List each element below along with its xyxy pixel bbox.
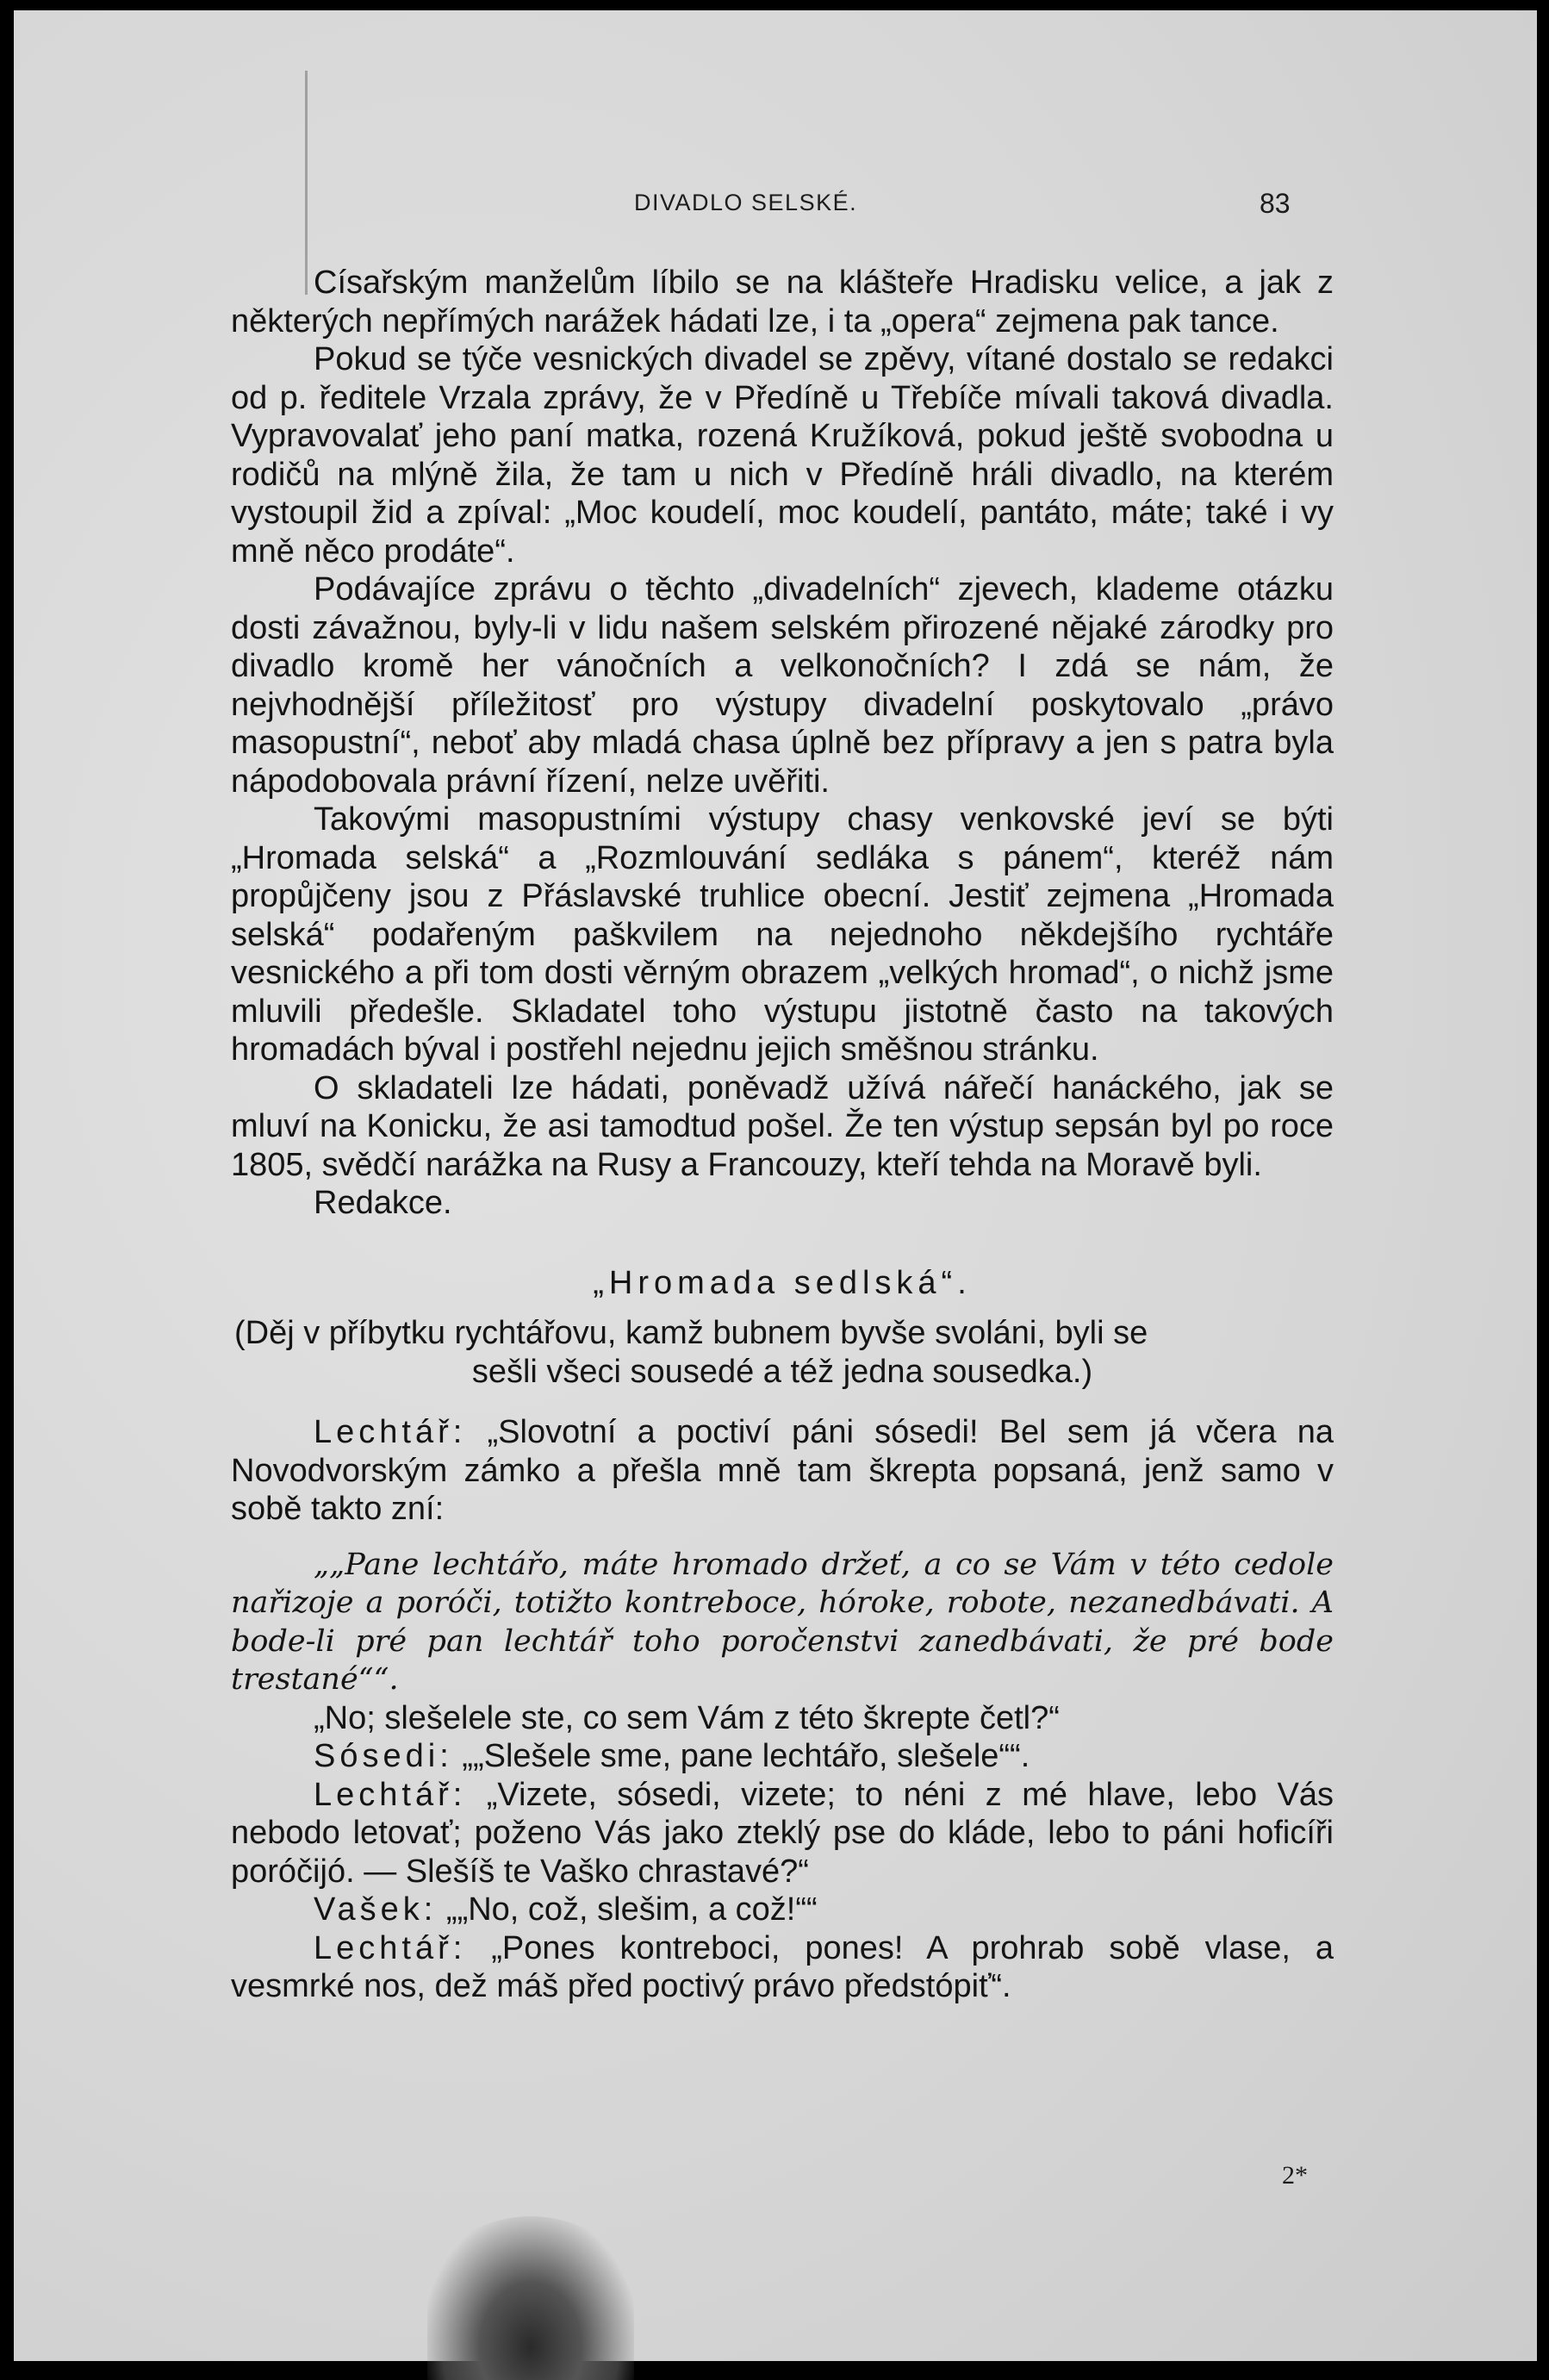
page-number: 83 bbox=[1260, 188, 1291, 219]
dialogue-line bbox=[231, 1699, 1334, 1738]
speaker-name: Vašek: bbox=[314, 1891, 438, 1928]
dialogue-text: „Vizete, sósedi, vizete; to néni z mé hlave, lebo Vás nebodo letovať; poženo Vás jako zteklý pse do kláde, lebo to páni hoficíři poróčijó. — Slešíš te Vaško chrastavé?“ bbox=[231, 1776, 1334, 1890]
dialogue-line bbox=[231, 1891, 1334, 1929]
speaker-name: Lechtář: bbox=[314, 1929, 467, 1966]
blackletter-quote: „„Pane lechtářo, máte hromado držeť, a co se Vám v této cedole nařizoje a poróči, totižto kontreboce, hóroke, robote, nezanedbávati. A bode-li pré pan lechtář toho poročenstvi zanedbávati, že pré bode trestané““. bbox=[231, 1547, 1334, 1697]
editorial-signature: Redakce. bbox=[314, 1185, 452, 1221]
spacer bbox=[231, 1391, 1334, 1413]
running-head: DIVADLO SELSKÉ. bbox=[634, 190, 858, 215]
dialogue-text: „Slovotní a poctiví páni sósedi! Bel sem já včera na Novodvorským zámko a přešla mně tam škrepta popsaná, jenž samo v sobě takto zní: bbox=[231, 1414, 1334, 1527]
margin-rule bbox=[305, 71, 308, 295]
dialogue-line bbox=[231, 1776, 1334, 1891]
stage-direction bbox=[231, 1314, 1334, 1391]
paragraph: Císařským manželům líbilo se na klášteře Hradisku velice, a jak z některých nepřímých narážek hádati lze, i ta „opera“ zejmena pak tance. bbox=[231, 265, 1334, 340]
speaker-name: Sósedi: bbox=[314, 1738, 453, 1774]
paragraph: Takovými masopustními výstupy chasy venkovské jeví se býti „Hromada selská“ a „Rozmlouvání sedláka s pánem“, kteréž nám propůjčeny jsou z Přáslavské truhlice obecní. Jestiť zejmena „Hromada selská“ podařeným paškvilem na nejednoho někdejšího rychtáře vesnického a při tom dosti věrným obrazem „velkých hromad“, o nichž jsme mluvili předešle. Skladatel toho výstupu jistotně často na takových hromadách býval i postřehl nejednu jejich směšnou stránku. bbox=[231, 801, 1334, 1068]
dialogue-line bbox=[231, 1737, 1334, 1776]
speaker-name: Lechtář: bbox=[314, 1414, 467, 1450]
speaker-name: Lechtář: bbox=[314, 1776, 467, 1813]
dialogue-text: „Pones kontreboci, pones! A prohrab sobě vlase, a vesmrké nos, dež máš před poctivý právo předstópiť“. bbox=[231, 1929, 1334, 2004]
thumb-smudge bbox=[427, 2216, 634, 2380]
signature-mark: 2* bbox=[1282, 2161, 1308, 2190]
dialogue-line bbox=[231, 1413, 1334, 1529]
stage-direction-line: sešli všeci sousedé a též jedna sousedka.) bbox=[471, 1353, 1093, 1390]
paragraph: Podávajíce zprávu o těchto „divadelních“ zjevech, klademe otázku dosti závažnou, byly-li v lidu našem selském přirozené nějaké zárodky pro divadlo kromě her vánočních a velkonočních? I zdá se nám, že nejvhodnější příležitosť pro výstupy divadelní poskytovalo „právo masopustní“, neboť aby mladá chasa úplně bez přípravy a jen s patra byla nápodobovala právní řízení, nelze uvěřiti. bbox=[231, 571, 1334, 800]
dialogue-text: „„No, což, slešim, a což!““ bbox=[437, 1891, 818, 1928]
paragraph: O skladateli lze hádati, poněvadž užívá nářečí hanáckého, jak se mluví na Konicku, že asi tamodtud pošel. Že ten výstup sepsán byl po roce 1805, svědčí narážka na Rusy a Francouzy, kteří tehda na Moravě byli. bbox=[231, 1069, 1334, 1183]
paragraph: Pokud se týče vesnických divadel se zpěvy, vítané dostalo se redakci od p. ředitele Vrzala zprávy, že v Předíně u Třebíče mívali taková divadla. Vypravovalať jeho paní matka, rozená Kružíková, pokud ještě svobodna u rodičů na mlýně žila, že tam u nich v Předíně hráli divadlo, na kterém vystoupil žid a zpíval: „Moc koudelí, moc koudelí, pantáto, máte; také i vy mně něco prodáte“. bbox=[231, 341, 1334, 570]
dialogue-line bbox=[231, 1929, 1334, 2006]
play-title: „Hromada sedlská“. bbox=[593, 1264, 972, 1301]
dialogue-text: „„Slešele sme, pane lechtářo, slešele““. bbox=[452, 1738, 1030, 1774]
dialogue-text: „No; slešelele ste, co sem Vám z této škrepte četl?“ bbox=[314, 1699, 1060, 1736]
page-body bbox=[231, 264, 1334, 2006]
stage-direction-line: (Děj v příbytku rychtářovu, kamž bubnem byvše svoláni, byli se bbox=[234, 1315, 1148, 1351]
